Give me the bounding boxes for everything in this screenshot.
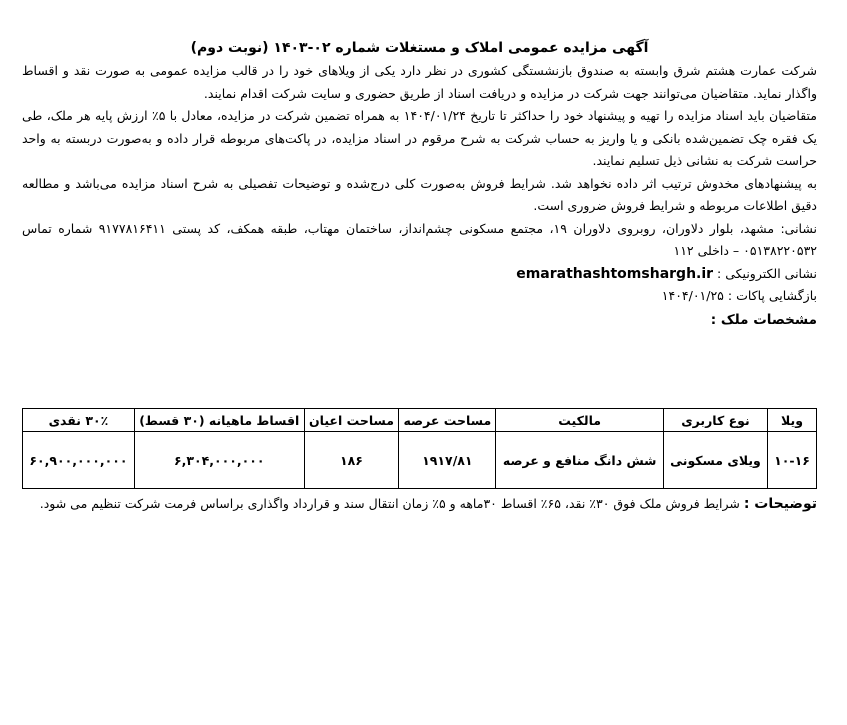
cell-cash-30-percent: ۶۰,۹۰۰,۰۰۰,۰۰۰ [23,432,135,489]
cell-ownership: شش دانگ منافع و عرصه [496,432,663,489]
header-usage-type: نوع کاربری [663,409,767,432]
cell-villa: ۱۰-۱۶ [768,432,817,489]
table-header-row [23,409,817,432]
notice-title: آگهی مزایده عمومی املاک و مستغلات شماره ۰۲-۱۴۰۳ (نوبت دوم) [190,40,649,56]
email-value[interactable]: emarathashtomshargh.ir [516,265,714,282]
notes-text: شرایط فروش ملک فوق ۳۰٪ نقد، ۶۵٪ اقساط ۳۰ماهه و ۵٪ زمان انتقال سند و قرارداد واگذاری براساس فرمت شرکت تنظیم می شود. [39,496,744,511]
header-building-area: مساحت اعیان [304,409,399,432]
notice-paragraph-conditions: به پیشنهادهای مخدوش ترتیب اثر داده نخواهد شد. شرایط فروش به‌صورت کلی درج‌شده و توضیحات تفصیلی به شرح اسناد مزایده می‌باشد و مطالعه دقیق اطلاعات مربوطه و شرایط فروش ضروری است. [22,175,817,213]
notes [22,492,817,516]
opening-date: بازگشایی پاکات : ۱۴۰۴/۰۱/۲۵ [661,288,817,303]
email-label: نشانی الکترونیکی : [713,265,817,281]
notes-label: توضیحات : [743,496,817,512]
notice-paragraph-intro: شرکت عمارت هشتم شرق وابسته به صندوق بازنشستگی کشوری در نظر دارد یکی از ویلاهای خود را در قالب مزایده عمومی به صورت نقد و اقساط واگذار نماید. متقاضیان می‌توانند جهت شرکت در مزایده و دریافت اسناد از طریق حضوری و سایت شرکت اقدام نمایند. [22,63,817,101]
cell-monthly-installments: ۶,۳۰۴,۰۰۰,۰۰۰ [134,432,304,489]
header-villa: ویلا [768,409,817,432]
notice-address: نشانی: مشهد، بلوار دلاوران، روبروی دلاوران ۱۹، مجتمع مسکونی چشم‌انداز، ساختمان مهتاب، طبقه همکف، کد پستی ۹۱۷۷۸۱۶۴۱۱ شماره تماس ۰۵۱۳۸۲۲۰۵۳۲ – داخلی ۱۱۲ [22,220,817,258]
header-monthly-installments: اقساط ماهیانه (۳۰ قسط) [134,409,304,432]
specs-title: مشخصات ملک : [710,311,817,328]
property-specs-table [22,408,817,489]
header-ownership: مالکیت [496,409,663,432]
header-cash-30-percent: ۳۰٪ نقدی [23,409,135,432]
notice-paragraph-submission: متقاضیان باید اسناد مزایده را تهیه و پیشنهاد خود را حداکثر تا تاریخ ۱۴۰۴/۰۱/۲۴ به همراه تضمین شرکت در مزایده، معادل با ۵٪ ارزش پایه هر ملک، طی یک فقره چک تضمین‌شده بانکی و یا واریز به حساب شرکت به شرح مرقوم در اسناد مزایده، در پاکت‌های مربوطه قرار داده و به‌صورت دربسته به واحد حراست شرکت به نشانی ذیل تسلیم نمایند. [22,108,817,168]
cell-land-area: ۱۹۱۷/۸۱ [399,432,496,489]
header-land-area: مساحت عرصه [399,409,496,432]
cell-usage-type: ویلای مسکونی [663,432,767,489]
email-line [22,263,817,286]
auction-notice [22,38,817,332]
table-row [23,432,817,489]
cell-building-area: ۱۸۶ [304,432,399,489]
